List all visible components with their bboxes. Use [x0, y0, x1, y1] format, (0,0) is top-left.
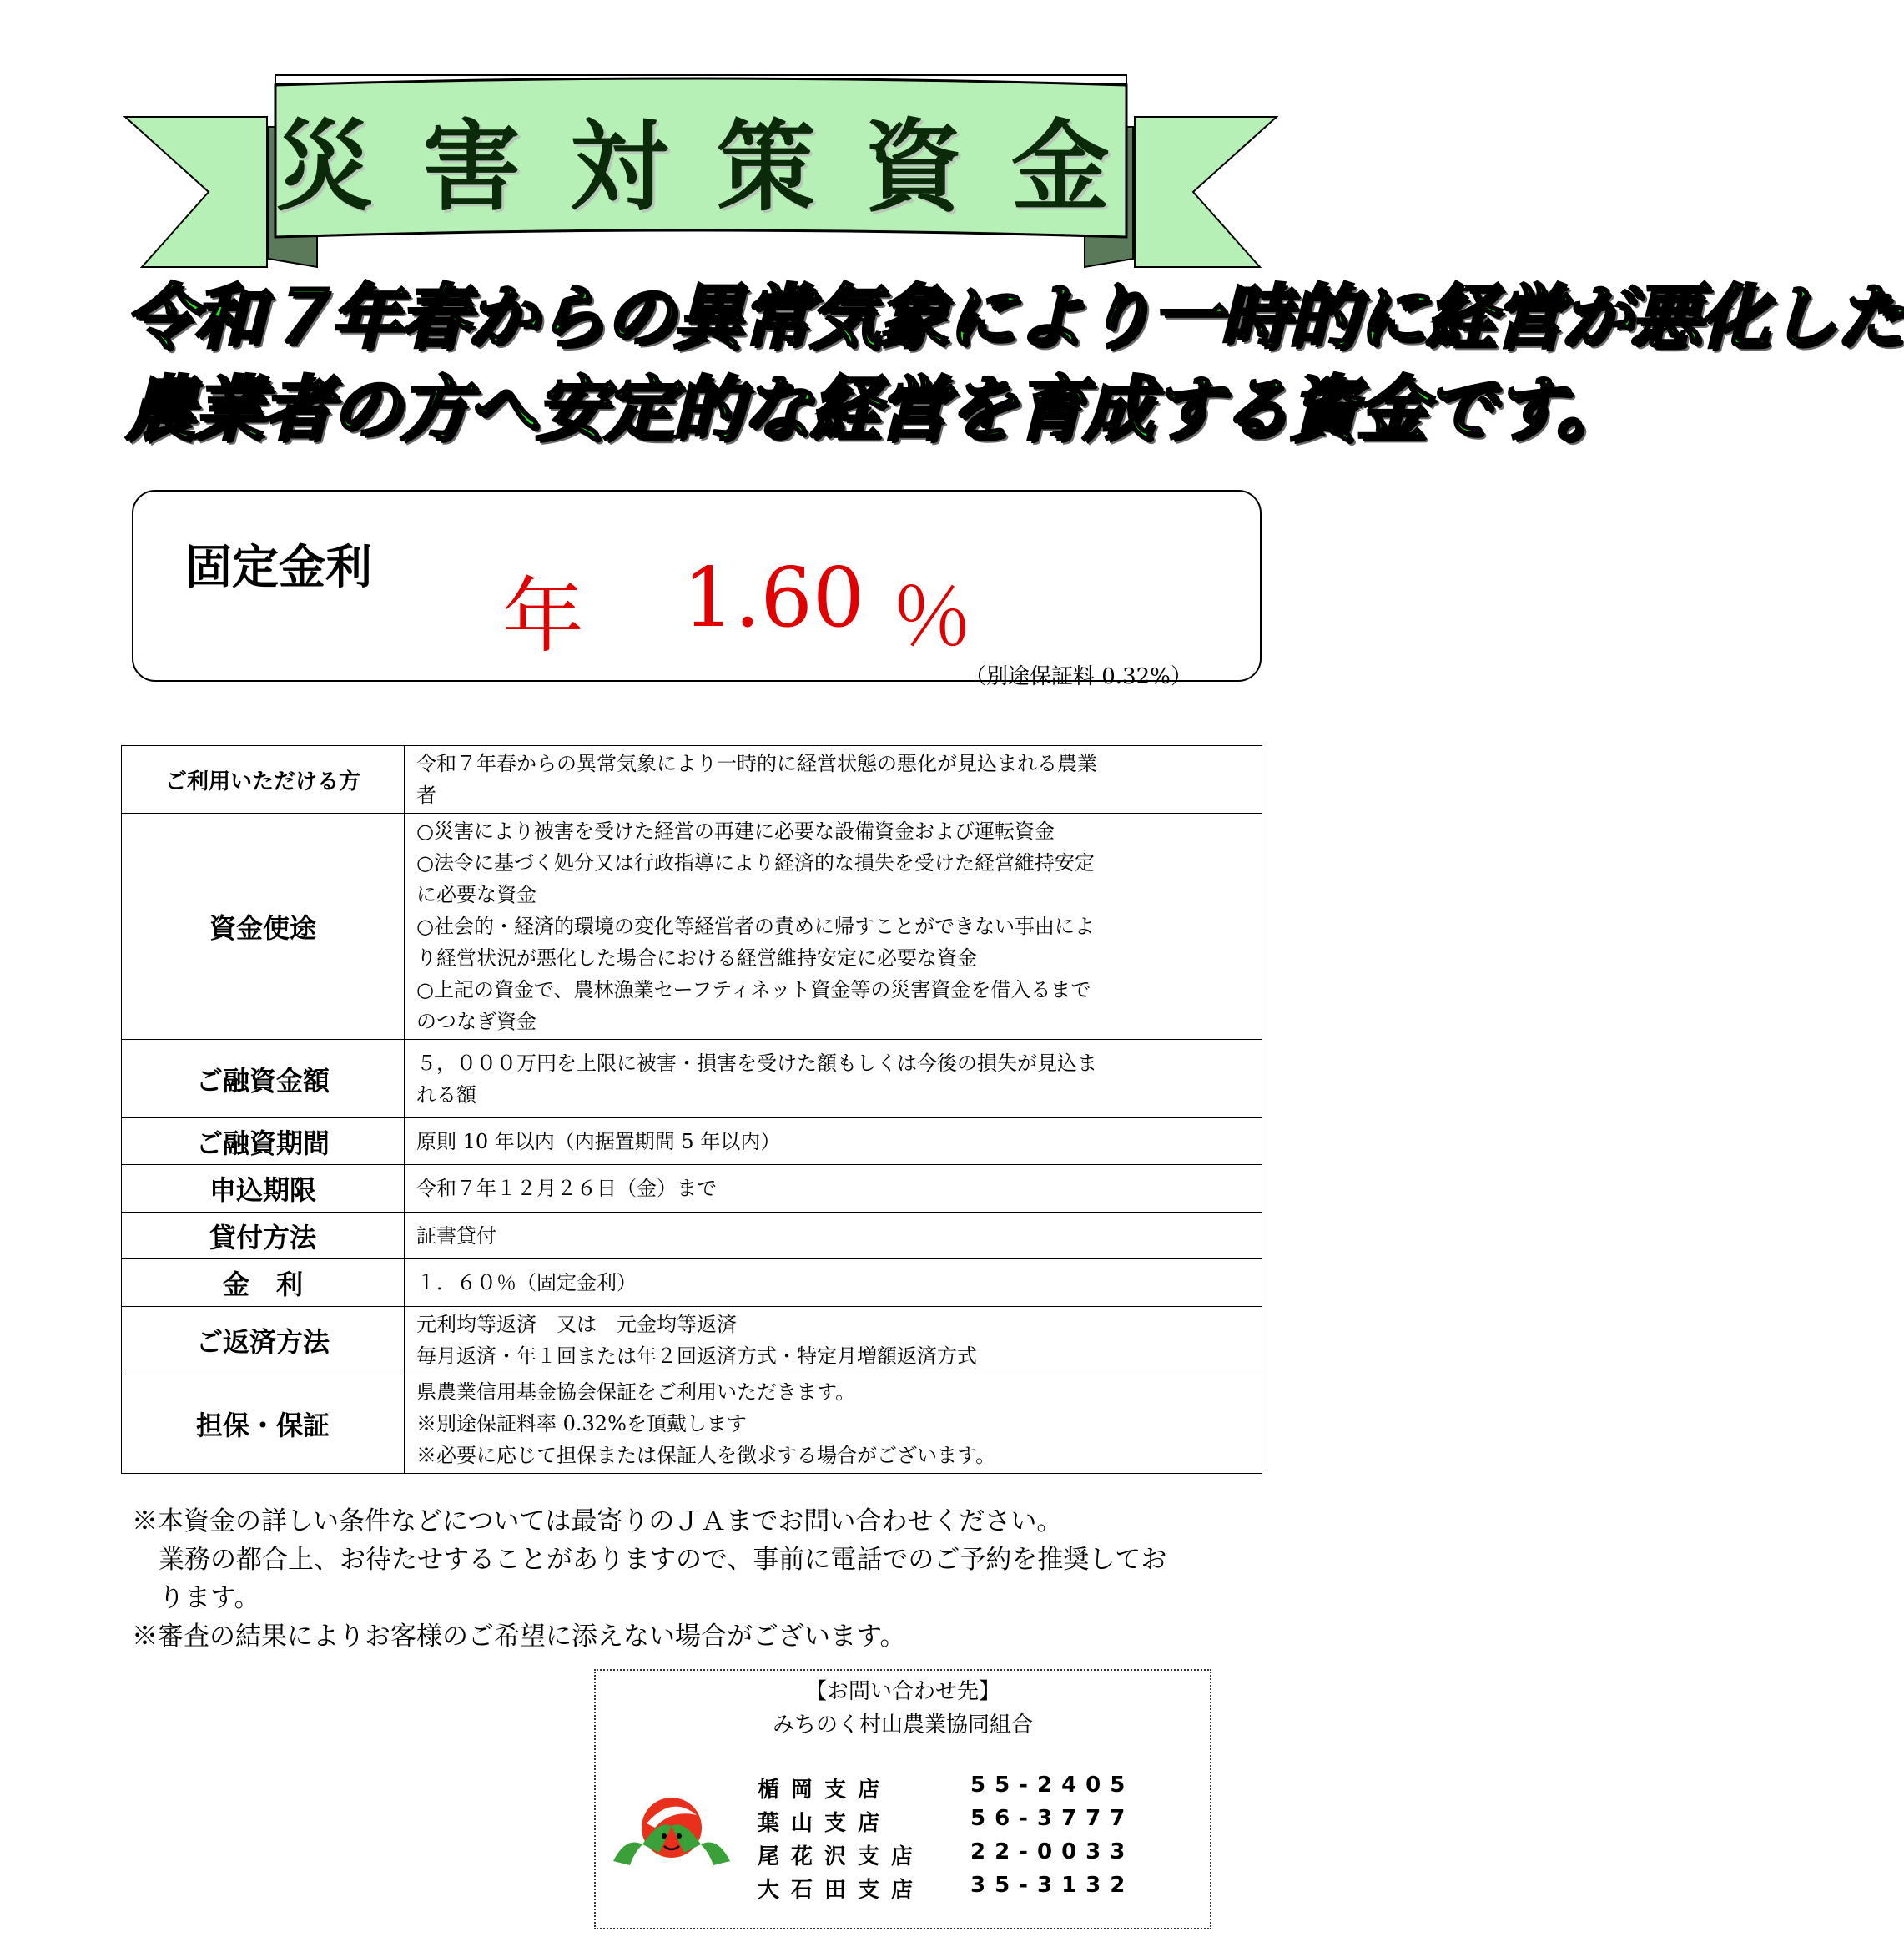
- row-value: [405, 1040, 1262, 1118]
- row-label: 金 利: [122, 1259, 405, 1307]
- branch-entry: [758, 1873, 1134, 1904]
- value-line: のつなぎ資金: [416, 1010, 536, 1033]
- note-line: ※審査の結果によりお客様のご希望に添えない場合がございます。: [132, 1622, 906, 1652]
- row-value: [405, 814, 1262, 1040]
- row-value: [405, 1118, 1262, 1165]
- value-line: ○災害により被害を受けた経営の再建に必要な設備資金および運転資金: [416, 820, 1055, 843]
- headline-line-2: 農業者の方へ安定的な経営を育成する資金です。: [125, 368, 1625, 450]
- table-row: [122, 1040, 1262, 1118]
- value-line: １．６０％（固定金利）: [416, 1271, 637, 1294]
- value-line: ５，０００万円を上限に被害・損害を受けた額もしくは今後の損失が見込ま: [416, 1051, 1097, 1075]
- branch-phone: 35-3132: [970, 1873, 1135, 1898]
- value-line: 者: [416, 784, 436, 807]
- value-line: ※別途保証料率 0.32%を頂戴します: [416, 1412, 747, 1435]
- table-row: [122, 1165, 1262, 1213]
- value-line: 元利均等返済 又は 元金均等返済: [416, 1313, 737, 1336]
- loan-details-table: [121, 745, 1262, 1474]
- banner-title-char: 金: [1010, 109, 1110, 224]
- note-line: ります。: [159, 1583, 260, 1613]
- value-line: に必要な資金: [416, 883, 536, 906]
- note-line: ※本資金の詳しい条件などについては最寄りのＪＡまでお問い合わせください。: [132, 1506, 1063, 1536]
- branch-name: 尾花沢支店: [758, 1844, 925, 1869]
- branch-entry: [758, 1839, 1134, 1870]
- value-line: ※必要に応じて担保または保証人を徴求する場合がございます。: [416, 1444, 996, 1467]
- branch-name: 楯岡支店: [758, 1778, 892, 1803]
- value-line: ○社会的・経済的環境の変化等経営者の責めに帰すことができない事由によ: [416, 915, 1095, 938]
- table-row: [122, 1259, 1262, 1307]
- table-row: [122, 1307, 1262, 1374]
- value-line: れる額: [416, 1082, 476, 1107]
- banner-title-char: 害: [422, 109, 521, 224]
- contact-organization: みちのく村山農業協同組合: [772, 1712, 1033, 1738]
- guarantee-fee-note: （別途保証料 0.32%）: [965, 664, 1192, 689]
- table-row: [122, 1118, 1262, 1165]
- row-value: [405, 1307, 1262, 1374]
- value-line: 証書貸付: [416, 1223, 496, 1248]
- row-label: ご融資期間: [122, 1118, 405, 1165]
- contact-title: 【お問い合わせ先】: [804, 1679, 1000, 1704]
- rate-unit: ％: [891, 569, 974, 664]
- row-value: [405, 1165, 1262, 1213]
- row-value: [405, 1213, 1262, 1259]
- value-line: 令和７年春からの異常気象により一時的に経営状態の悪化が見込まれる農業: [416, 752, 1097, 775]
- ja-mascot-logo: [609, 1786, 734, 1869]
- note-line: 業務の都合上、お待たせすることがありますので、事前に電話でのご予約を推奨してお: [159, 1545, 1167, 1575]
- row-label: ご融資金額: [122, 1040, 405, 1118]
- value-line: ○上記の資金で、農林漁業セーフティネット資金等の災害資金を借入るまで: [416, 978, 1091, 1001]
- row-label: 申込期限: [122, 1165, 405, 1213]
- banner-title: [275, 96, 1110, 224]
- row-label: 担保・保証: [122, 1374, 405, 1474]
- table-row: [122, 746, 1262, 814]
- branch-phone: 56-3777: [970, 1806, 1135, 1831]
- branch-name: 大石田支店: [758, 1878, 925, 1903]
- row-value: [405, 1259, 1262, 1307]
- value-line: 県農業信用基金協会保証をご利用いただきます。: [416, 1380, 856, 1404]
- row-label: ご返済方法: [122, 1307, 405, 1374]
- row-value: [405, 1374, 1262, 1474]
- row-label: 資金使途: [122, 814, 405, 1040]
- headline-line-1: 令和７年春からの異常気象により一時的に経営が悪化した: [125, 276, 1904, 358]
- branch-phone: 22-0033: [970, 1839, 1135, 1864]
- row-label: 貸付方法: [122, 1213, 405, 1259]
- branch-entry: [758, 1773, 1134, 1803]
- rate-prefix: 年: [502, 569, 585, 664]
- banner-title-char: 資: [864, 109, 963, 224]
- table-row: [122, 1213, 1262, 1259]
- value-line: り経営状況が悪化した場合における経営維持安定に必要な資金: [416, 946, 977, 970]
- value-line: 毎月返済・年１回または年２回返済方式・特定月増額返済方式: [416, 1344, 977, 1368]
- branch-phone: 55-2405: [970, 1773, 1135, 1798]
- row-label: ご利用いただける方: [122, 746, 405, 814]
- banner-title-char: 災: [275, 109, 375, 224]
- banner-title-char: 対: [569, 109, 668, 224]
- table-row: [122, 814, 1262, 1040]
- table-row: [122, 1374, 1262, 1474]
- row-value: [405, 746, 1262, 814]
- value-line: 令和７年１２月２６日（金）まで: [416, 1177, 717, 1200]
- value-line: ○法令に基づく処分又は行政指導により経済的な損失を受けた経営維持安定: [416, 851, 1095, 875]
- branch-entry: [758, 1806, 1134, 1837]
- rate-label: 固定金利: [185, 541, 372, 595]
- value-line: 原則 10 年以内（内据置期間 5 年以内）: [416, 1129, 781, 1153]
- banner-title-char: 策: [717, 109, 816, 224]
- rate-value: 1.60: [683, 551, 865, 646]
- branch-name: 葉山支店: [758, 1811, 892, 1836]
